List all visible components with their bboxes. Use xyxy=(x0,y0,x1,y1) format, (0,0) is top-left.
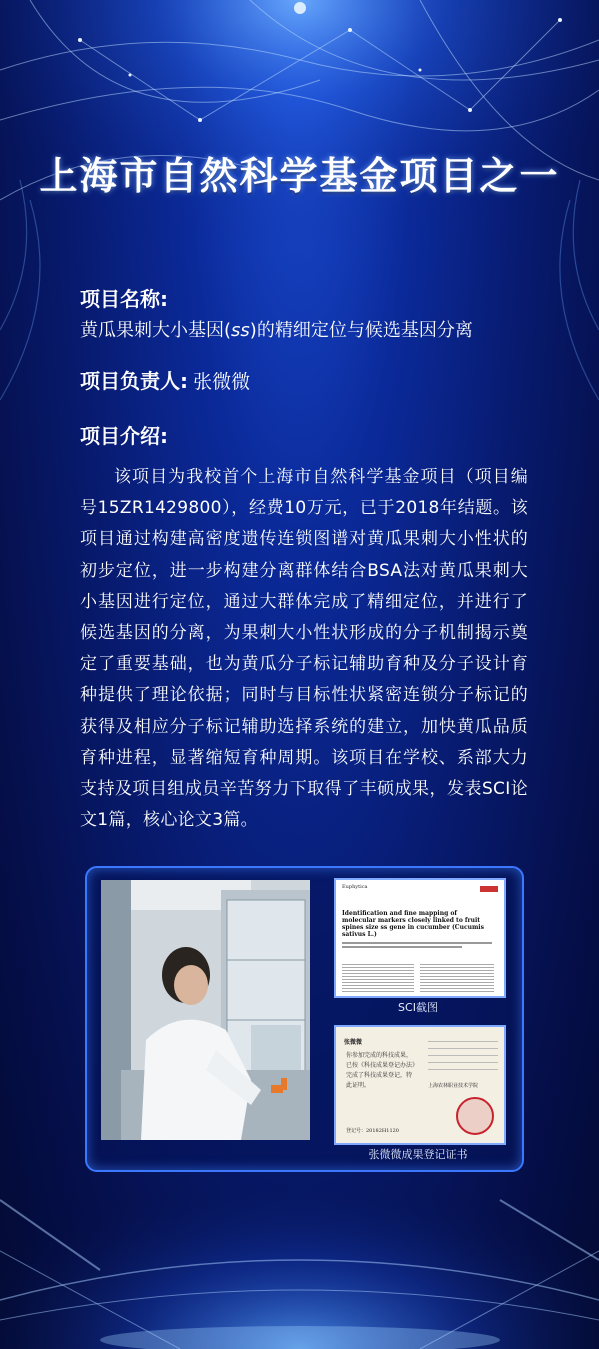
leader-label: 项目负责人: xyxy=(80,369,188,393)
project-name-gene: ss xyxy=(231,320,250,341)
sci-journal-name: Euphytica xyxy=(342,884,368,890)
lab-photo xyxy=(101,880,310,1140)
cert-name: 张微微 xyxy=(344,1039,363,1046)
sci-authors-line xyxy=(342,942,492,944)
sci-abstract-col-right xyxy=(420,962,494,992)
intro-heading-block xyxy=(80,420,550,449)
cert-school: 上海农林职业技术学院 xyxy=(428,1083,479,1089)
cert-info-lines xyxy=(428,1035,498,1075)
project-name-suffix: )的精细定位与候选基因分离 xyxy=(249,320,473,341)
cert-body: 你参加完成的科技成果，已按《科技成果登记办法》完成了科技成果登记，特此证明。 xyxy=(346,1052,416,1089)
project-name-value xyxy=(80,316,550,342)
intro-label: 项目介绍: xyxy=(80,424,168,448)
cert-seal xyxy=(456,1097,494,1135)
page-title: 上海市自然科学基金项目之一 xyxy=(39,154,560,198)
certificate-screenshot xyxy=(334,1025,506,1145)
cert-number: 登记号：20182H1120 xyxy=(346,1128,399,1134)
leader-block xyxy=(80,365,550,394)
sci-caption: SCI截图 xyxy=(398,1001,438,1014)
cert-caption: 张微微成果登记证书 xyxy=(368,1148,468,1161)
leader-value: 张微微 xyxy=(193,371,251,393)
project-name-prefix: 黄瓜果刺大小基因( xyxy=(80,320,232,341)
crossmark-logo xyxy=(480,886,498,892)
project-name-label: 项目名称: xyxy=(80,287,168,311)
sci-paper-screenshot xyxy=(334,878,506,998)
intro-text: 该项目为我校首个上海市自然科学基金项目（项目编号15ZR1429800），经费10万元，已于2018年结题。该项目通过构建高密度遗传连锁图谱对黄瓜果刺大小性状的初步定位，进一步构建分离群体结合BSA法对黄瓜果刺大小基因进行定位，通过大群体完成了精细定位，并进行了候选基因的分离，为果刺大小性状形成的分子机制揭示奠定了重要基础，也为黄瓜分子标记辅助育种及分子设计育种提供了理论依据；同时与目标性状紧密连锁分子标记的获得及相应分子标记辅助选择系统的建立，加快黄瓜品质育种进程，显著缩短育种周期。该项目在学校、系部大力支持及项目组成员辛苦努力下取得了丰硕成果，发表SCI论文1篇，核心论文3篇。 xyxy=(80,467,528,831)
sci-abstract-col-left xyxy=(342,962,414,992)
sci-paper-title: Identification and fine mapping of molecular markers closely linked to fruit spines size ss gene in cucumber (Cucumis sativus L.) xyxy=(342,910,484,938)
sci-affil-line xyxy=(342,946,462,948)
project-name-block xyxy=(80,283,550,342)
